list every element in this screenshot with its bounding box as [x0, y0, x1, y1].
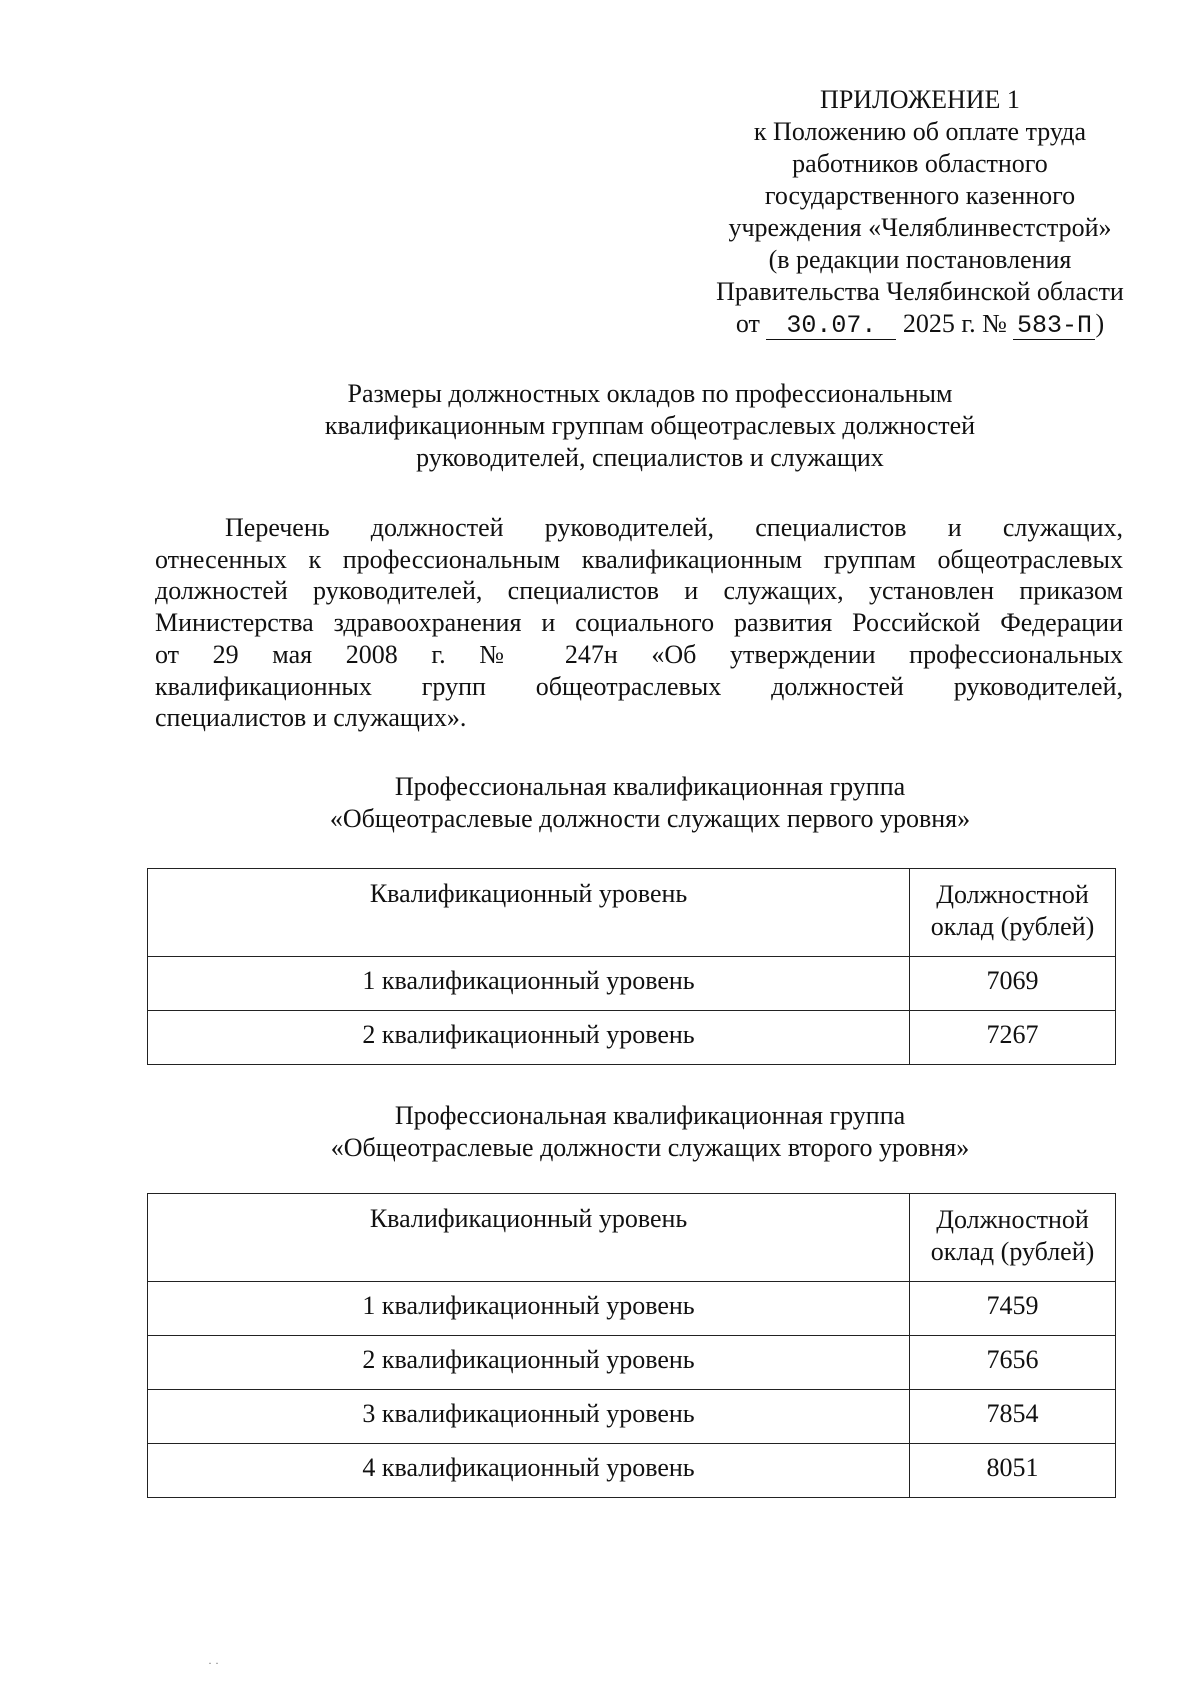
paragraph-line: должностей руководителей, специалистов и служащих, установлен приказом	[155, 576, 1123, 606]
appendix-line: государственного казенного	[764, 181, 1076, 210]
paragraph-line: от 29 мая 2008 г. № 247н «Об утверждении профессиональных	[155, 639, 1123, 669]
date-value: 30.07.	[766, 313, 896, 340]
level-cell: 2 квалификационный уровень	[148, 1336, 910, 1390]
level-cell: 1 квалификационный уровень	[148, 957, 910, 1011]
date-prefix: от	[735, 309, 760, 338]
appendix-header	[690, 84, 1150, 340]
header-level: Квалификационный уровень	[148, 1194, 910, 1282]
header-salary-line1: Должностной	[936, 1205, 1089, 1234]
header-salary	[910, 1194, 1116, 1282]
table-row	[148, 957, 1116, 1011]
table-header-row	[148, 869, 1116, 957]
table-row	[148, 1390, 1116, 1444]
appendix-line: (в редакции постановления	[768, 245, 1072, 274]
salary-cell: 7656	[910, 1336, 1116, 1390]
title-line: Размеры должностных окладов по профессиональным	[347, 379, 953, 408]
appendix-line: работников областного	[792, 149, 1048, 178]
level-cell: 1 квалификационный уровень	[148, 1282, 910, 1336]
title-line: квалификационным группам общеотраслевых должностей	[324, 411, 976, 440]
table-header-row	[148, 1194, 1116, 1282]
paragraph-line: Перечень должностей руководителей, специалистов и служащих,	[225, 513, 1123, 542]
title-line: руководителей, специалистов и служащих	[416, 443, 884, 472]
paragraph-line: квалификационных групп общеотраслевых должностей руководителей,	[155, 671, 1123, 701]
appendix-line: Правительства Челябинской области	[716, 277, 1124, 306]
paragraph-line: специалистов и служащих».	[155, 703, 467, 733]
group-1-title	[150, 771, 1150, 835]
group-title-line: «Общеотраслевые должности служащих первого уровня»	[329, 804, 971, 833]
closing-paren: )	[1095, 309, 1105, 338]
salary-cell: 7069	[910, 957, 1116, 1011]
level-cell: 4 квалификационный уровень	[148, 1444, 910, 1498]
resolution-number: 583-П	[1013, 313, 1095, 340]
salary-table-group-1	[147, 868, 1116, 1065]
scan-speck: · ·	[208, 1656, 219, 1670]
appendix-line: к Положению об оплате труда	[753, 117, 1087, 146]
level-cell: 3 квалификационный уровень	[148, 1390, 910, 1444]
appendix-line: учреждения «Челяблинвестстрой»	[728, 213, 1112, 242]
header-level: Квалификационный уровень	[148, 869, 910, 957]
header-salary	[910, 869, 1116, 957]
group-title-line: Профессиональная квалификационная группа	[394, 1101, 906, 1130]
intro-paragraph	[155, 512, 1123, 734]
table-row	[148, 1336, 1116, 1390]
appendix-heading: ПРИЛОЖЕНИЕ 1	[820, 85, 1020, 114]
header-salary-line2: оклад (рублей)	[930, 912, 1095, 941]
appendix-date-line	[690, 308, 1150, 340]
paragraph-line: Министерства здравоохранения и социального развития Российской Федерации	[155, 608, 1123, 638]
table-row	[148, 1444, 1116, 1498]
salary-cell: 8051	[910, 1444, 1116, 1498]
salary-cell: 7459	[910, 1282, 1116, 1336]
level-cell: 2 квалификационный уровень	[148, 1011, 910, 1065]
paragraph-line: отнесенных к профессиональным квалификационным группам общеотраслевых	[155, 544, 1123, 574]
year-text: 2025 г. №	[902, 309, 1007, 338]
salary-table-group-2	[147, 1193, 1116, 1498]
group-title-line: «Общеотраслевые должности служащих второго уровня»	[330, 1133, 970, 1162]
group-title-line: Профессиональная квалификационная группа	[394, 772, 906, 801]
table-row	[148, 1011, 1116, 1065]
header-salary-line2: оклад (рублей)	[930, 1237, 1095, 1266]
salary-cell: 7267	[910, 1011, 1116, 1065]
header-salary-line1: Должностной	[936, 880, 1089, 909]
document-title	[150, 378, 1150, 474]
group-2-title	[150, 1100, 1150, 1164]
table-row	[148, 1282, 1116, 1336]
salary-cell: 7854	[910, 1390, 1116, 1444]
